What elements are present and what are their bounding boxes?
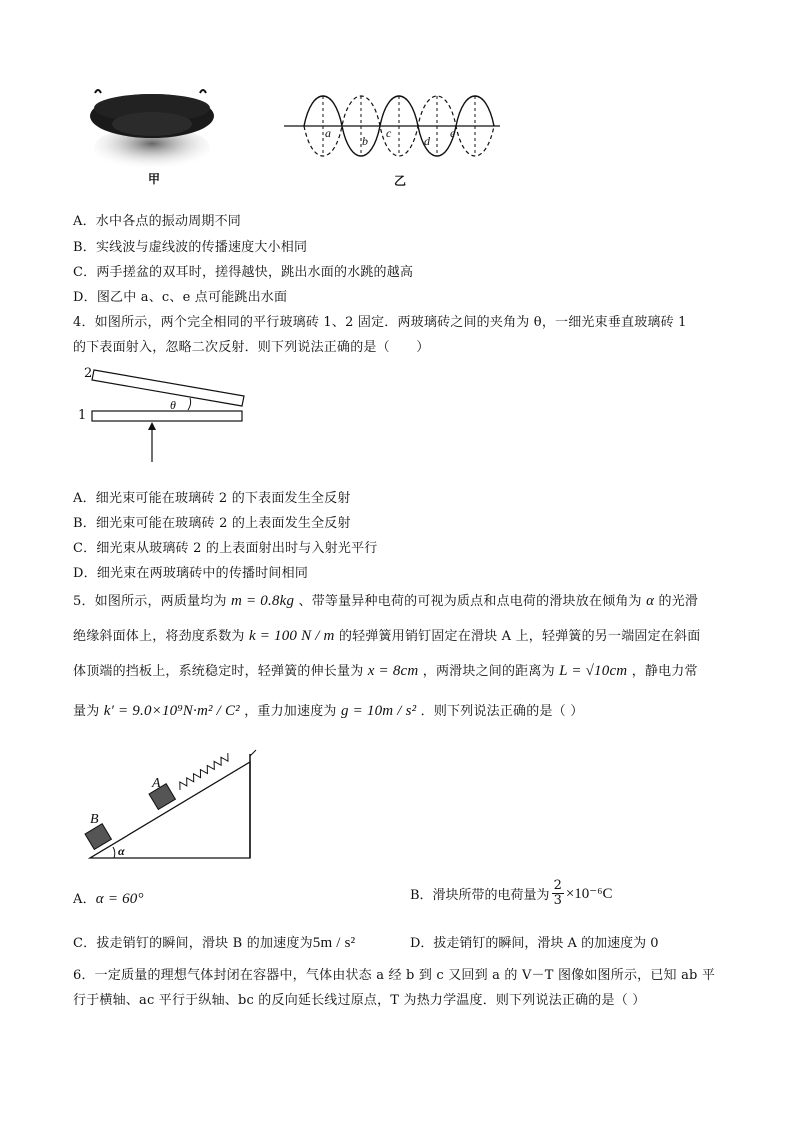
q5-stem-3: 体顶端的挡板上，系统稳定时，轻弹簧的伸长量为 x = 8cm ，两滑块之间的距离为 L = √10cm ，静电力常 bbox=[73, 663, 698, 679]
theta-label: θ bbox=[170, 398, 176, 412]
fraction-two-thirds: $\frac{2}{3}$ bbox=[553, 878, 562, 908]
label-e: e bbox=[450, 126, 456, 140]
glass-bricks-diagram bbox=[78, 362, 258, 467]
q4-option-d: D．细光束在两玻璃砖中的传播时间相同 bbox=[73, 566, 309, 581]
block-b-label: B bbox=[90, 812, 99, 827]
q5-option-d: D．拔走销钉的瞬间，滑块 A 的加速度为 0 bbox=[410, 936, 659, 951]
q3-option-b: B．实线波与虚线波的传播速度大小相同 bbox=[73, 240, 308, 255]
q4-option-c: C．细光束从玻璃砖 2 的上表面射出时与入射光平行 bbox=[73, 541, 378, 556]
q4-option-a: A．细光束可能在玻璃砖 2 的下表面发生全反射 bbox=[73, 491, 351, 506]
q3-option-c: C．两手搓盆的双耳时，搓得越快，跳出水面的水跳的越高 bbox=[73, 265, 414, 280]
figure-jia bbox=[80, 78, 230, 188]
figure-yi bbox=[282, 76, 502, 188]
brick-2-label: 2 bbox=[84, 366, 93, 381]
q4-option-b: B．细光束可能在玻璃砖 2 的上表面发生全反射 bbox=[73, 516, 351, 531]
caption-yi: 乙 bbox=[394, 174, 407, 188]
label-c: c bbox=[386, 126, 392, 140]
label-d: d bbox=[424, 134, 430, 148]
q5-stem-1: 5．如图所示，两质量均为 m = 0.8kg 、带等量异种电荷的可视为质点和点电荷的滑块放在倾角为 α 的光滑 bbox=[73, 593, 699, 609]
q5-stem-2: 绝缘斜面体上，将劲度系数为 k = 100 N / m 的轻弹簧用销钉固定在滑块 A 上，轻弹簧的另一端固定在斜面 bbox=[73, 628, 701, 644]
wave-diagram bbox=[282, 76, 502, 188]
brick-1-label: 1 bbox=[78, 408, 87, 423]
q3-option-d: D．图乙中 a、c、e 点可能跳出水面 bbox=[73, 290, 288, 305]
incline-diagram bbox=[82, 734, 262, 864]
q6-stem-1: 6．一定质量的理想气体封闭在容器中，气体由状态 a 经 b 到 c 又回到 a 的 V－T 图像如图所示，已知 ab 平 bbox=[73, 968, 716, 983]
q4-stem-1: 4．如图所示，两个完全相同的平行玻璃砖 1、2 固定．两玻璃砖之间的夹角为 θ，一细光束垂直玻璃砖 1 bbox=[73, 315, 687, 330]
q5-option-c: C．拔走销钉的瞬间，滑块 B 的加速度为5m / s² bbox=[73, 935, 356, 951]
q5-option-a: A．α = 60° bbox=[73, 891, 144, 907]
alpha-label: α bbox=[118, 844, 125, 858]
q4-stem-2: 的下表面射入，忽略二次反射．则下列说法正确的是（ ） bbox=[73, 340, 430, 355]
label-b: b bbox=[362, 134, 368, 148]
q5-stem-4: 量为 k′ = 9.0×10⁹N·m² / C² ，重力加速度为 g = 10m / s² ．则下列说法正确的是（ ） bbox=[73, 703, 584, 719]
q5-option-b: B．滑块所带的电荷量为 $\frac{2}{3}$ ×10⁻⁶C bbox=[410, 878, 613, 908]
q4-figure bbox=[78, 362, 258, 467]
label-a: a bbox=[325, 126, 331, 140]
q6-stem-2: 行于横轴、ac 平行于纵轴、bc 的反向延长线过原点，T 为热力学温度．则下列说法正确的是（ ） bbox=[73, 993, 646, 1008]
q3-option-a: A．水中各点的振动周期不同 bbox=[73, 214, 241, 229]
q5-figure bbox=[82, 734, 262, 864]
caption-jia: 甲 bbox=[148, 172, 161, 186]
block-a-label: A bbox=[152, 776, 161, 791]
